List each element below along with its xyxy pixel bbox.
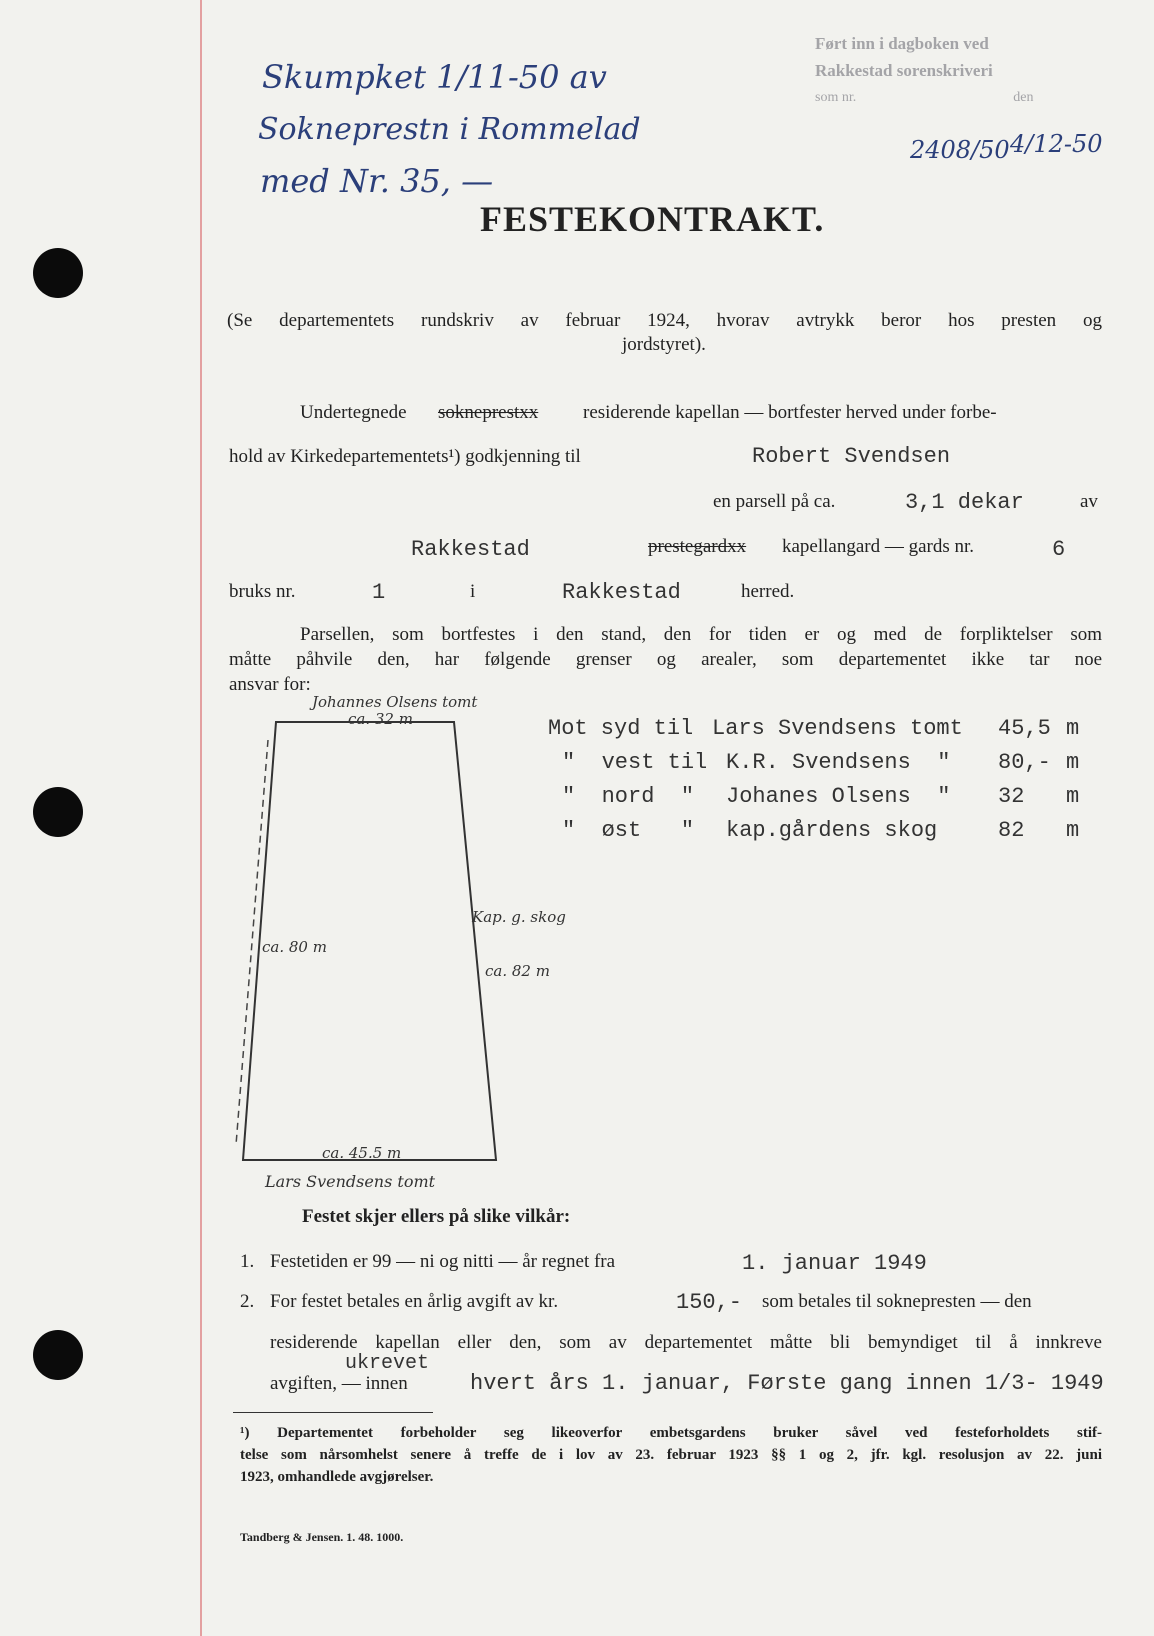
boundary-unit: m [1066, 716, 1080, 741]
place-1: Rakkestad [411, 537, 530, 562]
stamp-line2: Rakkestad sorenskriveri [815, 61, 993, 80]
boundary-owner: Johanes Olsens " [726, 784, 951, 809]
sokneprest-struck: sokneprestxx [438, 402, 539, 423]
undertegnede-label: Undertegnede [300, 402, 407, 423]
intro-line1: (Se departementets rundskriv av februar 1924, hvorav avtrykk beror hos presten og [227, 310, 1102, 331]
place-2: Rakkestad [562, 580, 681, 605]
handwritten-note-line1: Skumpket 1/11-50 av [262, 58, 607, 96]
prestegard-struck: prestegardxx [648, 536, 747, 557]
boundary-direction: " øst " [562, 818, 695, 843]
punch-hole-middle [33, 787, 83, 837]
parsell-prefix: en parsell på ca. [713, 491, 836, 512]
sketch-top-length: ca. 32 m [348, 710, 413, 728]
herred-label: herred. [741, 581, 795, 602]
term2-rest: som betales til soknepresten — den [762, 1291, 1032, 1312]
boundary-length: 82 [998, 818, 1025, 843]
term1-value: 1. januar 1949 [742, 1251, 927, 1276]
boundary-direction: Mot syd til [548, 716, 694, 741]
term1-text: Festetiden er 99 — ni og nitti — år regnet fra [270, 1251, 616, 1272]
sketch-right-owner: Kap. g. skog [472, 908, 566, 926]
boundary-length: 32 [998, 784, 1025, 809]
footnote-rule [233, 1412, 433, 1413]
page-title: FESTEKONTRAKT. [480, 199, 825, 239]
boundary-unit: m [1066, 818, 1080, 843]
margin-line [200, 0, 202, 1636]
boundary-unit: m [1066, 750, 1080, 775]
boundary-direction: " vest til [562, 750, 708, 775]
stamp-number-prefix: som nr. [815, 90, 857, 105]
handwritten-note-line3: med Nr. 35, — [260, 162, 494, 200]
boundary-length: 45,5 [998, 716, 1051, 741]
footnote-line1: ¹) Departementet forbeholder seg likeoverfor embetsgardens bruker såvel ved festeforholdets stif- [240, 1425, 1102, 1441]
boundary-owner: Lars Svendsens tomt [712, 716, 963, 741]
punch-hole-bottom [33, 1330, 83, 1380]
boundary-direction: " nord " [562, 784, 695, 809]
stamp-line1: Ført inn i dagboken ved [815, 34, 989, 53]
av-label: av [1080, 491, 1098, 512]
term2-line2: residerende kapellan eller den, som av departementet måtte bli bemyndiget til å innkreve [270, 1332, 1102, 1353]
footnote-line3: 1923, omhandlede avgjørelser. [240, 1469, 434, 1485]
terms-heading: Festet skjer ellers på slike vilkår: [302, 1206, 571, 1227]
i-label: i [470, 581, 476, 602]
sketch-bottom-length: ca. 45.5 m [322, 1144, 402, 1162]
term2-text: For festet betales en årlig avgift av kr. [270, 1291, 559, 1312]
area-value: 3,1 dekar [905, 490, 1024, 515]
kapellangard-label: kapellangard — gards nr. [782, 536, 975, 557]
stamp-date: 4/12-50 [1010, 130, 1103, 158]
term2-line3: avgiften, — innen [270, 1373, 408, 1394]
stamp-number: 2408/50 [910, 136, 1010, 164]
parsellen-line1: Parsellen, som bortfestes i den stand, den for tiden er og med de forpliktelser som [300, 624, 1102, 645]
punch-hole-top [33, 248, 83, 298]
sketch-top-owner: Johannes Olsens tomt [312, 693, 478, 711]
gards-nr-value: 6 [1052, 537, 1066, 562]
term2-number: 2. [240, 1291, 255, 1312]
term2-inserted: ukrevet [345, 1352, 430, 1375]
registration-stamp [815, 30, 1033, 111]
sketch-bottom-owner: Lars Svendsens tomt [265, 1172, 436, 1191]
hold-line: hold av Kirkedepartementets¹) godkjenning til [229, 446, 581, 467]
handwritten-note-line2: Sokneprestn i Rommelad [258, 112, 641, 147]
tenant-name: Robert Svendsen [752, 444, 951, 469]
stamp-den-label: den [1013, 90, 1034, 105]
sketch-right-length: ca. 82 m [485, 962, 550, 980]
parsellen-line2: måtte påhvile den, har følgende grenser og arealer, som departementet ikke tar noe [229, 649, 1102, 670]
printer-imprint: Tandberg & Jensen. 1. 48. 1000. [240, 1530, 404, 1544]
footnote-line2: telse som nårsomhelst senere å treffe de i lov av 23. februar 1923 §§ 1 og 2, jfr. kgl. resolusjon av 22. juni [240, 1447, 1102, 1463]
parsellen-line3: ansvar for: [229, 674, 311, 695]
boundary-owner: kap.gårdens skog [726, 818, 938, 843]
boundary-unit: m [1066, 784, 1080, 809]
bruks-nr-value: 1 [372, 580, 386, 605]
term1-number: 1. [240, 1251, 255, 1272]
boundary-owner: K.R. Svendsens " [726, 750, 951, 775]
term2-amount: 150,- [676, 1290, 743, 1315]
intro-line2: jordstyret). [622, 334, 706, 355]
boundary-length: 80,- [998, 750, 1051, 775]
sketch-left-length: ca. 80 m [262, 938, 327, 956]
undertegnede-rest: residerende kapellan — bortfester herved under forbe- [583, 402, 997, 423]
term2-typed: hvert års 1. januar, Første gang innen 1/3- 1949 [470, 1371, 1104, 1396]
bruks-label: bruks nr. [229, 581, 296, 602]
